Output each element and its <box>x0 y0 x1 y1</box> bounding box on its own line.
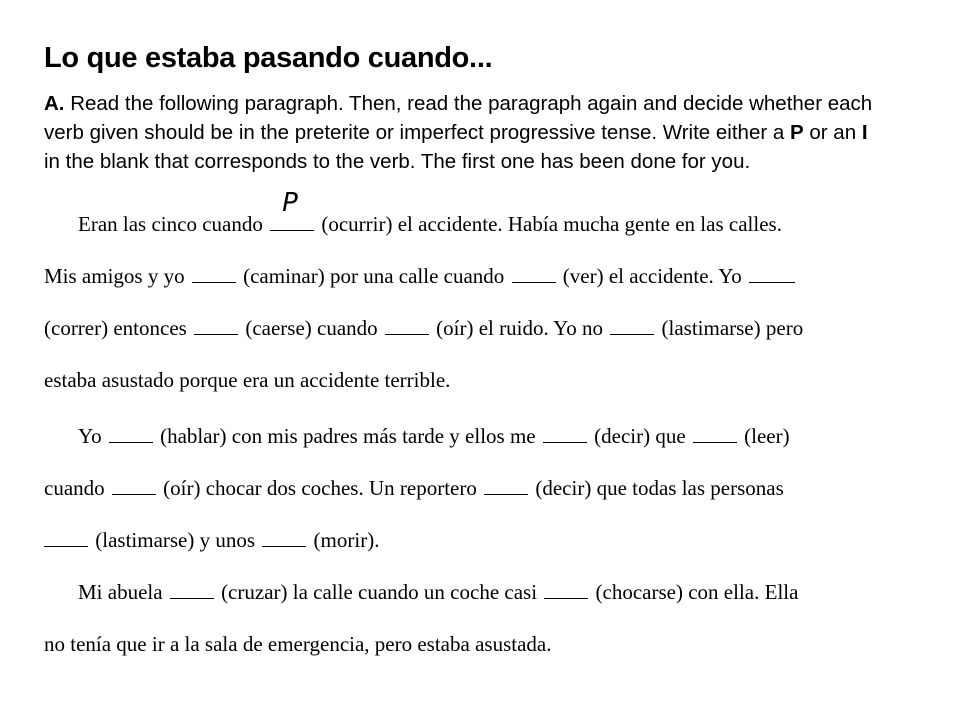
text: cuando <box>44 476 105 500</box>
text: (oír) el ruido. Yo no <box>436 316 603 340</box>
text: (lastimarse) pero <box>661 316 804 340</box>
exercise-line-8 <box>44 580 958 605</box>
text: Eran las cinco cuando <box>78 212 263 236</box>
instructions <box>44 89 924 176</box>
text: Yo <box>78 424 102 448</box>
letter-i: I <box>861 121 868 144</box>
instructions-line-3: in the blank that corresponds to the verb. The first one has been done for you. <box>44 150 751 173</box>
text: (caerse) cuando <box>245 316 378 340</box>
answer-blank[interactable] <box>543 426 587 443</box>
text: estaba asustado porque era un accidente terrible. <box>44 368 451 392</box>
or-an-text: or an <box>809 121 857 144</box>
text: (ver) el accidente. Yo <box>562 264 742 288</box>
text: (oír) chocar dos coches. Un reportero <box>163 476 477 500</box>
text: (ocurrir) el accidente. Había mucha gente en las calles. <box>321 212 782 236</box>
text: (decir) que <box>594 424 686 448</box>
instructions-line-1 <box>44 89 924 118</box>
answer-blank[interactable] <box>44 530 88 547</box>
answer-blank[interactable] <box>385 318 429 335</box>
answer-blank[interactable] <box>109 426 153 443</box>
instructions-text-2: verb given should be in the preterite or imperfect progressive tense. Write either a <box>44 121 785 144</box>
text: (cruzar) la calle cuando un coche casi <box>221 580 538 604</box>
text: (correr) entonces <box>44 316 187 340</box>
exercise-line-6 <box>44 476 924 501</box>
instructions-line-2 <box>44 118 924 147</box>
answer-blank[interactable] <box>170 582 214 599</box>
answer-blank[interactable] <box>262 530 306 547</box>
exercise-line-3 <box>44 316 924 341</box>
answer-blank[interactable] <box>194 318 238 335</box>
worksheet-title: Lo que estaba pasando cuando... <box>44 42 493 74</box>
exercise-line-1 <box>44 188 958 237</box>
exercise-line-5 <box>44 424 958 449</box>
text: no tenía que ir a la sala de emergencia, pero estaba asustada. <box>44 632 552 656</box>
text: (chocarse) con ella. Ella <box>595 580 799 604</box>
answer-blank[interactable] <box>512 266 556 283</box>
exercise-line-2 <box>44 264 924 289</box>
letter-p: P <box>789 121 804 144</box>
answer-blank[interactable] <box>544 582 588 599</box>
filled-answer: P <box>282 188 298 218</box>
text: (lastimarse) y unos <box>95 528 256 552</box>
answer-blank-1[interactable] <box>270 188 314 231</box>
text: (hablar) con mis padres más tarde y ellos me <box>160 424 536 448</box>
exercise-line-9 <box>44 632 924 657</box>
answer-blank[interactable] <box>112 478 156 495</box>
section-label: A. <box>44 92 65 115</box>
answer-blank[interactable] <box>484 478 528 495</box>
text: (caminar) por una calle cuando <box>243 264 505 288</box>
text: Mis amigos y yo <box>44 264 185 288</box>
text: (morir). <box>313 528 380 552</box>
text: (decir) que todas las personas <box>535 476 784 500</box>
instructions-text-1: Read the following paragraph. Then, read the paragraph again and decide whether each <box>70 92 873 115</box>
text: Mi abuela <box>78 580 163 604</box>
exercise-line-4 <box>44 368 924 393</box>
answer-blank[interactable] <box>610 318 654 335</box>
answer-blank[interactable] <box>749 266 795 283</box>
answer-blank[interactable] <box>693 426 737 443</box>
answer-blank[interactable] <box>192 266 236 283</box>
exercise-line-7 <box>44 528 924 553</box>
text: (leer) <box>744 424 790 448</box>
